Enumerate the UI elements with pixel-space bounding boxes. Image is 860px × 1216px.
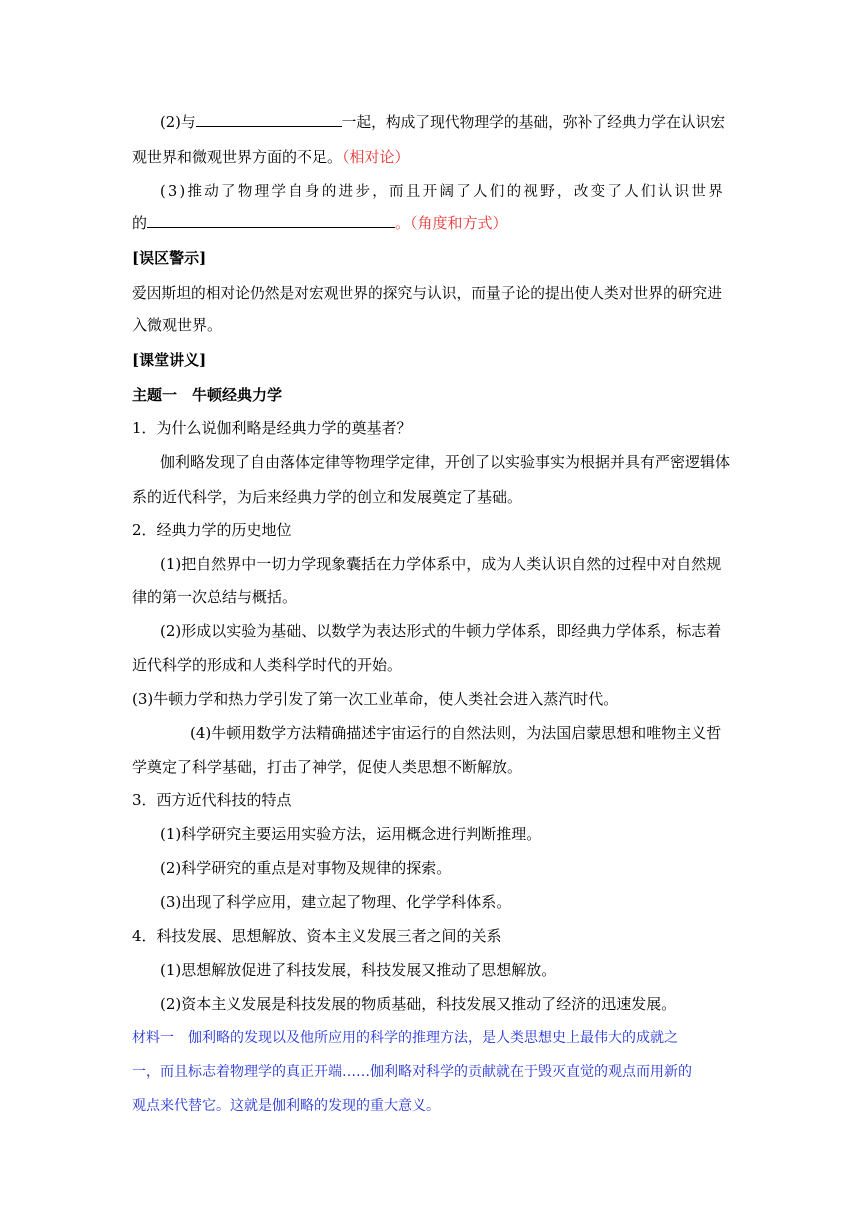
lecture-heading: [课堂讲义] — [132, 351, 207, 369]
q4-item2: (2)资本主义发展是科技发展的物质基础，科技发展又推动了经济的迅速发展。 — [160, 995, 677, 1013]
question-2: 2．经典力学的历史地位 — [132, 521, 292, 539]
question-1: 1．为什么说伽利略是经典力学的奠基者？ — [132, 419, 412, 437]
q2-item4-line1: (4)牛顿用数学方法精确描述宇宙运行的自然法则，为法国启蒙思想和唯物主义哲 — [190, 724, 722, 742]
item3-period: 。 — [395, 214, 411, 232]
q2-item2-line1: (2)形成以实验为基础、以数学为表达形式的牛顿力学体系，即经典力学体系，标志着 — [160, 622, 722, 640]
answer-perspective: （角度和方式） — [410, 214, 508, 232]
item2-text-cont: 观世界和微观世界方面的不足。 — [132, 148, 343, 166]
question-3: 3．西方近代科技的特点 — [132, 791, 292, 809]
material-line1: 材料一 伽利略的发现以及他所应用的科学的推理方法，是人类思想史上最伟大的成就之 — [132, 1030, 678, 1046]
q2-item1-line1: (1)把自然界中一切力学现象囊括在力学体系中，成为人类认识自然的过程中对自然规 — [160, 555, 722, 573]
topic-heading: 主题一 牛顿经典力学 — [132, 386, 283, 404]
warning-heading: [误区警示] — [132, 249, 207, 267]
question-4: 4．科技发展、思想解放、资本主义发展三者之间的关系 — [132, 927, 502, 945]
q3-item2: (2)科学研究的重点是对事物及规律的探索。 — [160, 859, 452, 877]
item2-prefix: (2)与 — [160, 114, 196, 131]
answer-relativity: （相对论） — [342, 148, 410, 166]
warning-line2: 入微观世界。 — [132, 316, 223, 334]
warning-line1: 爱因斯坦的相对论仍然是对宏观世界的探究与认识，而量子论的提出使人类对世界的研究进 — [132, 285, 722, 302]
material-line3: 观点来代替它。这就是伽利略的发现的重大意义。 — [132, 1098, 440, 1114]
fill-item-2-line1 — [160, 112, 725, 132]
q3-item3: (3)出现了科学应用，建立起了物理、化学学科体系。 — [160, 893, 512, 911]
q2-item2-line2: 近代科学的形成和人类科学时代的开始。 — [132, 656, 403, 674]
q2-item4-line2: 学奠定了科学基础，打击了神学，促使人类思想不断解放。 — [132, 758, 523, 776]
fill-item-3-line2 — [132, 213, 508, 233]
q1-answer-line1: 伽利略发现了自由落体定律等物理学定律，开创了以实验事实为根据并具有严密逻辑体 — [160, 453, 731, 471]
q3-item1: (1)科学研究主要运用实验方法，运用概念进行判断推理。 — [160, 825, 542, 843]
q4-item1: (1)思想解放促进了科技发展，科技发展又推动了思想解放。 — [160, 961, 557, 979]
answer-blank-2[interactable] — [147, 213, 395, 228]
q1-answer-line2: 系的近代科学，为后来经典力学的创立和发展奠定了基础。 — [132, 488, 523, 506]
fill-item-2-line2 — [132, 147, 410, 167]
item3-prefix: 的 — [132, 214, 148, 232]
fill-item-3-line1: (3)推动了物理学自身的进步，而且开阔了人们的视野，改变了人们认识世界 — [160, 184, 726, 200]
q2-item1-line2: 律的第一次总结与概括。 — [132, 588, 298, 606]
item2-text: 一起，构成了现代物理学的基础，弥补了经典力学在认识宏 — [341, 114, 726, 131]
material-line2: 一，而且标志着物理学的真正开端……伽利略对科学的贡献就在于毁灭直觉的观点而用新的 — [132, 1064, 692, 1080]
answer-blank-1[interactable] — [196, 112, 342, 127]
q2-item3: (3)牛顿力学和热力学引发了第一次工业革命，使人类社会进入蒸汽时代。 — [132, 690, 619, 708]
